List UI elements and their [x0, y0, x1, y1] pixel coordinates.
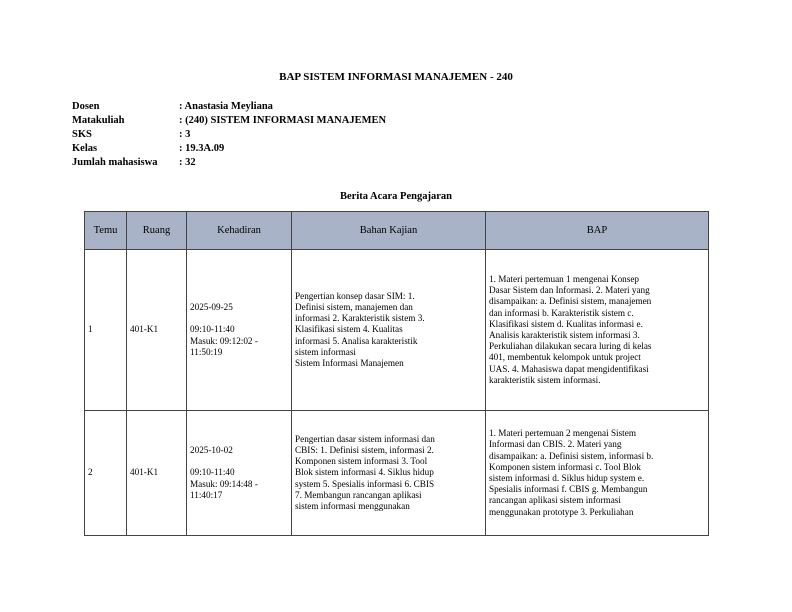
cell-kehadiran [187, 250, 292, 411]
cell-kehadiran [187, 411, 292, 536]
meta-label: SKS [72, 129, 92, 140]
cell-temu: 1 [85, 250, 127, 411]
meta-row-jumlah-mahasiswa [72, 156, 386, 170]
course-meta [72, 100, 386, 170]
meta-value: : (240) SISTEM INFORMASI MANAJEMEN [179, 115, 387, 126]
table-row [85, 250, 709, 411]
meta-row-sks [72, 128, 386, 142]
cell-bahan-kajian [292, 250, 486, 411]
cell-ruang: 401-K1 [127, 250, 187, 411]
session-attendance: 09:10-11:40 Masuk: 09:12:02 - 11:50:19 [190, 324, 258, 357]
meta-label: Jumlah mahasiswa [72, 157, 158, 168]
meta-row-dosen [72, 100, 386, 114]
bap-text: 1. Materi pertemuan 1 mengenai Konsep Dasar Sistem dan Informasi. 2. Materi yang disampaikan: a. Definisi sistem, manajemen dan informasi b. Karakteristik sistem c. Klasifikasi sistem d. Kualitas informasi e. Analisis karakteristik sistem informasi 3. Perkuliahan dilakukan secara luring di kelas 401, membentuk kelompok untuk project UAS. 4. Mahasiswa dapat mengidentifikasi karakteristik sistem informasi. [489, 273, 652, 385]
cell-bap [486, 411, 709, 536]
meta-label: Kelas [72, 143, 98, 154]
meta-value: : Anastasia Meyliana [179, 101, 273, 112]
bap-table [84, 211, 709, 536]
cell-temu: 2 [85, 411, 127, 536]
meta-row-matakuliah [72, 114, 386, 128]
bahan-kajian-text: Pengertian konsep dasar SIM: 1. Definisi sistem, manajemen dan informasi 2. Karakteristik sistem 3. Klasifikasi sistem 4. Kualitas informasi 5. Analisa karakteristik sistem informasi Sistem Informasi Manajemen [295, 290, 425, 368]
table-row [85, 411, 709, 536]
table-header-row [85, 212, 709, 250]
header-ruang: Ruang [127, 212, 187, 250]
session-date: 2025-09-25 [190, 302, 233, 313]
meta-row-kelas [72, 142, 386, 156]
header-bahan-kajian: Bahan Kajian [292, 212, 486, 250]
meta-value: : 32 [179, 157, 196, 168]
meta-label: Dosen [72, 101, 100, 112]
document-title: BAP SISTEM INFORMASI MANAJEMEN - 240 [279, 71, 513, 83]
meta-value: : 19.3A.09 [179, 143, 225, 154]
meta-value: : 3 [179, 129, 191, 140]
header-kehadiran: Kehadiran [187, 212, 292, 250]
bap-text: 1. Materi pertemuan 2 mengenai Sistem Informasi dan CBIS. 2. Materi yang disampaikan: a. Definisi sistem, informasi b. Komponen sistem informasi c. Tool Blok sistem informasi d. Siklus hidup system e. Spesialis informasi f. CBIS g. Membangun rancangan aplikasi sistem informasi menggunakan prototype 3. Perkuliahan [489, 428, 654, 517]
bahan-kajian-text: Pengertian dasar sistem informasi dan CBIS: 1. Definisi sistem, informasi 2. Komponen sistem informasi 3. Tool Blok sistem informasi 4. Siklus hidup system 5. Spesialis informasi 6. CBIS 7. Membangun rancangan aplikasi sistem informasi menggunakan [295, 433, 435, 511]
cell-bap [486, 250, 709, 411]
meta-label: Matakuliah [72, 115, 125, 126]
session-date: 2025-10-02 [190, 445, 233, 456]
cell-bahan-kajian [292, 411, 486, 536]
header-temu: Temu [85, 212, 127, 250]
session-attendance: 09:10-11:40 Masuk: 09:14:48 - 11:40:17 [190, 467, 258, 500]
cell-ruang: 401-K1 [127, 411, 187, 536]
header-bap: BAP [486, 212, 709, 250]
section-title: Berita Acara Pengajaran [340, 191, 452, 202]
